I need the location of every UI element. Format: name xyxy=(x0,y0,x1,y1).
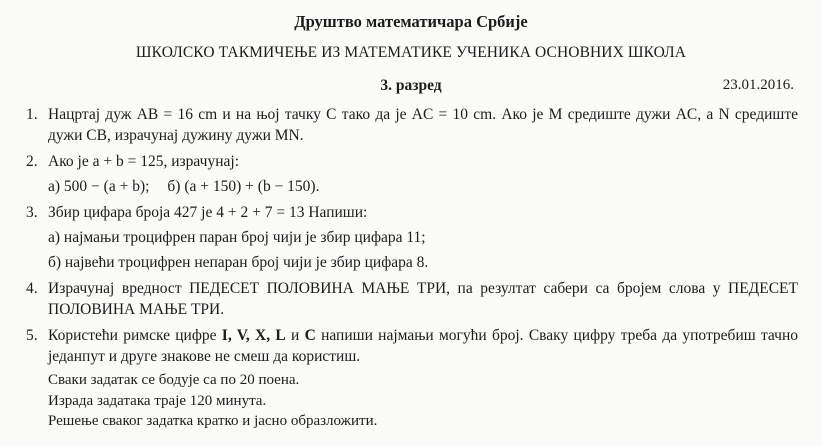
problem-3 xyxy=(26,202,798,273)
problem-4 xyxy=(26,278,798,320)
problem-list xyxy=(26,104,798,372)
society-title: Друштво математичара Србије xyxy=(294,12,528,31)
problem-text: Ако је a + b = 125, израчунај: xyxy=(48,153,239,170)
instruction-line: Израда задатака траје 120 минута. xyxy=(48,392,267,409)
grade-heading: 3. разред xyxy=(380,77,442,94)
problem-number: 3. xyxy=(26,204,38,221)
problem-1 xyxy=(26,104,798,146)
problem-text: Израчунај вредност ПЕДЕСЕТ ПОЛОВИНА МАЊЕ ТРИ, па резултат сабери са бројем слова у ПЕДЕСЕТ ПОЛОВИНА МАЊЕ ТРИ. xyxy=(48,280,798,318)
roman-digits: I, V, X, L xyxy=(221,327,286,344)
problem-text-after: напиши најмањи могући број. Сваку цифру треба да употребиш тачно једанпут и друге знакове не смеш да користиш. xyxy=(48,327,799,365)
problem-5 xyxy=(26,325,798,367)
roman-digit-c: C xyxy=(304,327,316,344)
subproblem-b: б) највећи троцифрен непаран број чији је збир цифара 8. xyxy=(48,254,429,271)
problem-2 xyxy=(26,151,798,197)
subproblems xyxy=(48,176,798,197)
problem-text-before: Користећи римске цифре xyxy=(48,327,217,344)
instructions xyxy=(48,370,377,432)
subproblem-a: а) 500 − (a + b); xyxy=(48,178,150,195)
instruction-line: Решење сваког задатка кратко и јасно образложити. xyxy=(48,413,378,429)
subproblem-b: б) (a + 150) + (b − 150). xyxy=(167,178,320,195)
problem-number: 1. xyxy=(26,106,38,123)
competition-title: ШКОЛСКО ТАКМИЧЕЊЕ ИЗ МАТЕМАТИКЕ УЧЕНИКА ОСНОВНИХ ШКОЛА xyxy=(135,44,687,61)
problem-number: 4. xyxy=(26,280,38,297)
conjunction: и xyxy=(291,327,300,344)
date: 23.01.2016. xyxy=(722,77,794,93)
problem-text: Збир цифара броја 427 је 4 + 2 + 7 = 13 Напиши: xyxy=(48,204,368,221)
problem-text: Нацртај дуж AB = 16 cm и на њој тачку C тако да је AC = 10 cm. Ако је M средиште дужи AC, а N средиште дужи CB, израчунај дужину дужи MN. xyxy=(48,106,798,144)
instruction-line: Сваки задатак се бодује са по 20 поена. xyxy=(48,372,300,388)
problem-number: 5. xyxy=(26,327,38,344)
problem-number: 2. xyxy=(26,153,38,170)
subproblem-a: а) најмањи троцифрен паран број чији је збир цифара 11; xyxy=(48,229,426,246)
